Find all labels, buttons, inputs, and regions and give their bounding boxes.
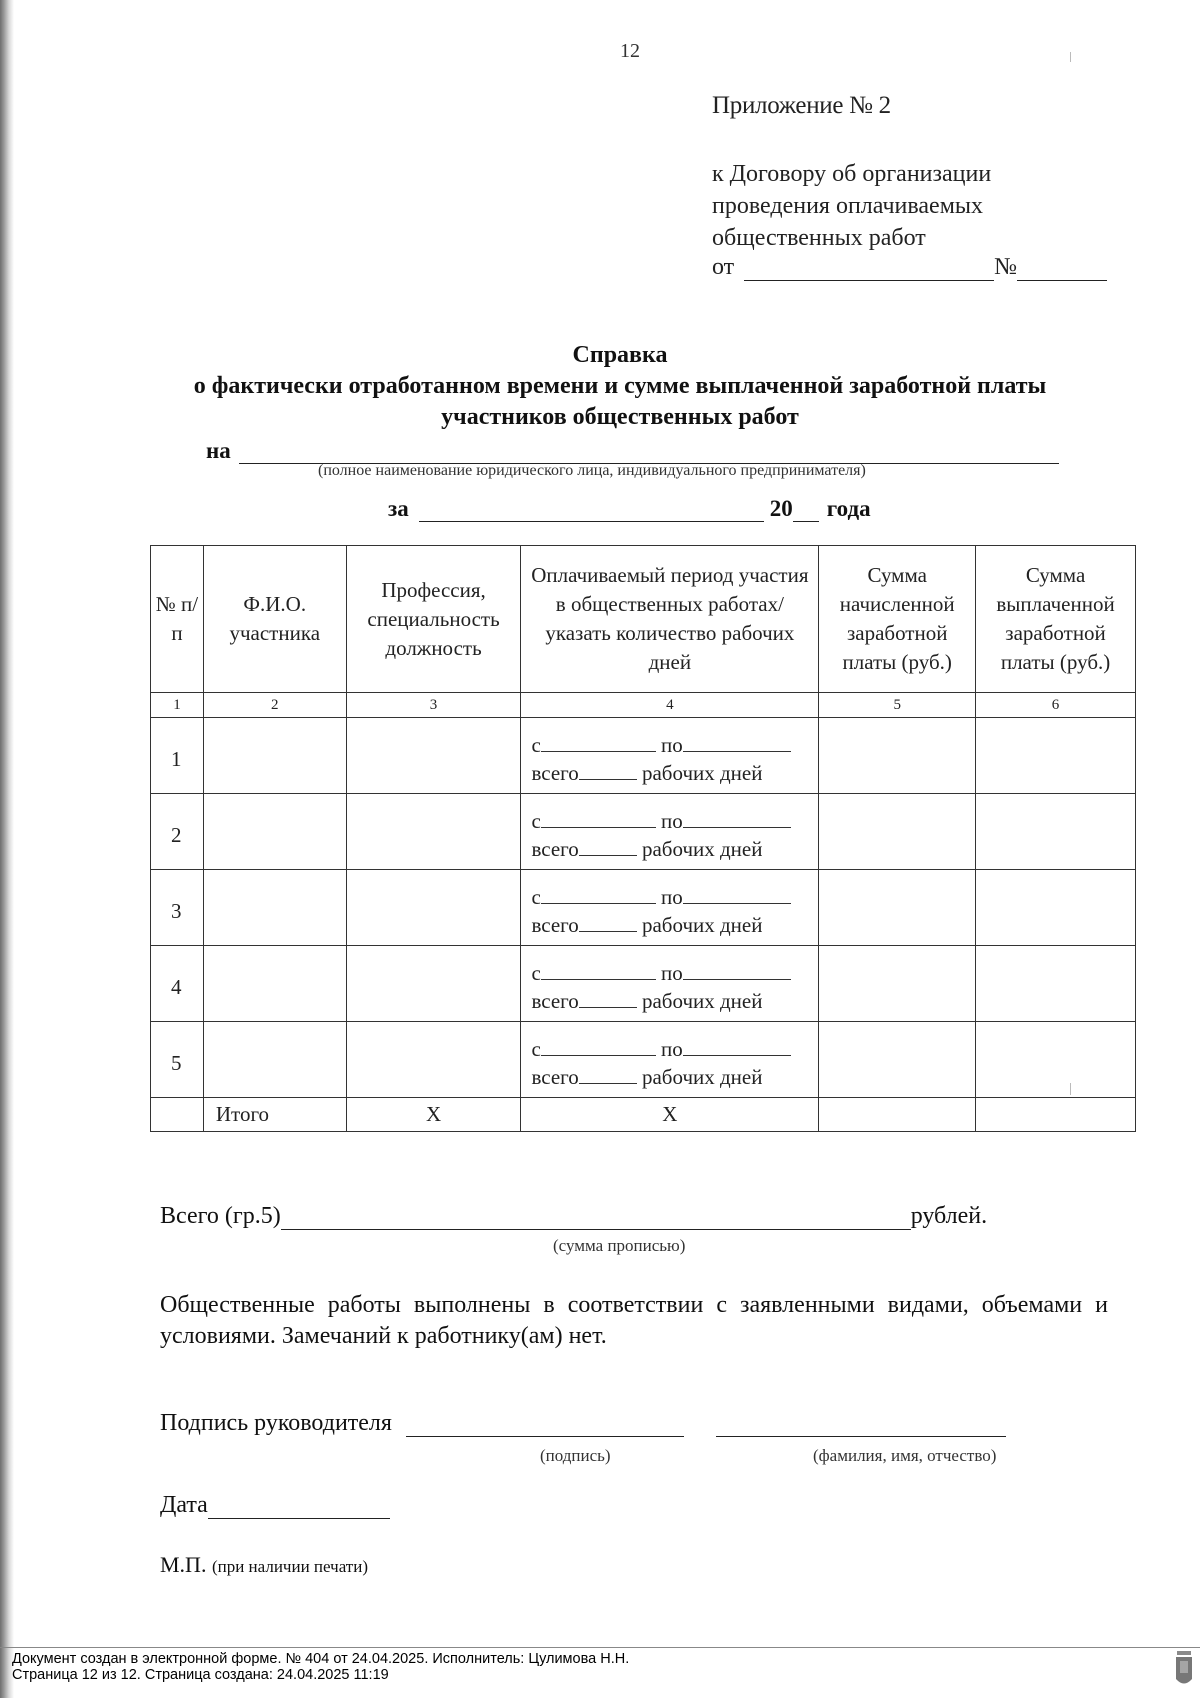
to-blank[interactable] [683,886,791,904]
row-number: 2 [151,794,204,870]
contract-number-field[interactable] [1017,259,1107,281]
col-header-number: № п/п [151,546,204,693]
accrued-cell[interactable] [819,794,976,870]
hours-wages-table [150,545,1136,1132]
organization-prefix: на [206,438,231,463]
year-suffix: года [826,496,871,521]
from-label: с [531,1037,541,1061]
appendix-title: Приложение № 2 [712,92,891,119]
accrued-cell[interactable] [819,718,976,794]
organization-caption: (полное наименование юридического лица, индивидуального предпринимателя) [318,462,866,479]
year-prefix: 20 [769,496,793,521]
name-cell[interactable] [203,718,346,794]
footer-line: Документ создан в электронной форме. № 404 от 24.04.2025. Исполнитель: Цулимова Н.Н. [12,1651,630,1667]
column-number: 4 [521,693,819,718]
full-name-caption: (фамилия, имя, отчество) [813,1446,997,1465]
accrued-cell[interactable] [819,1022,976,1098]
from-blank[interactable] [541,1038,656,1056]
number-sign: № [994,254,1018,280]
days-blank[interactable] [579,990,637,1008]
profession-cell[interactable] [346,870,521,946]
column-number-row [151,693,1136,718]
profession-cell[interactable] [346,1022,521,1098]
sum-in-words-field[interactable] [281,1208,911,1230]
title-line: участников общественных работ [441,404,799,430]
table-row [151,794,1136,870]
from-blank[interactable] [541,810,656,828]
days-label: рабочих дней [641,989,763,1013]
contract-line: к Договору об организации [712,161,992,187]
profession-cell[interactable] [346,794,521,870]
contract-reference [712,158,991,254]
header-row [151,546,1136,693]
period-line [388,496,871,522]
footer-line: Страница 12 из 12. Страница создана: 24.04.2025 11:19 [12,1667,389,1683]
to-blank[interactable] [683,810,791,828]
total-label: всего [531,913,579,937]
days-label: рабочих дней [641,913,763,937]
date-prefix: от [712,254,735,280]
to-label: по [661,809,683,833]
table-row [151,718,1136,794]
contract-date-line [712,254,1107,281]
total-label: всего [531,761,579,785]
days-blank[interactable] [579,1066,637,1084]
document-title [120,340,1120,433]
sum-caption: (сумма прописью) [553,1236,686,1255]
title-line: о фактически отработанном времени и сумме выплаченной заработной платы [193,373,1047,399]
days-label: рабочих дней [641,761,763,785]
period-cell[interactable] [521,718,819,794]
to-label: по [661,1037,683,1061]
paid-cell[interactable] [976,718,1136,794]
row-number: 5 [151,1022,204,1098]
days-label: рабочих дней [641,837,763,861]
full-name-field[interactable] [716,1415,1006,1437]
profession-cell[interactable] [346,718,521,794]
table-row [151,946,1136,1022]
contract-line: общественных работ [712,225,926,251]
document-footer [12,1651,629,1683]
from-label: с [531,885,541,909]
signature-field[interactable] [406,1415,684,1437]
sum-prefix: Всего (гр.5) [160,1203,281,1229]
stamp-note: (при наличии печати) [211,1557,368,1576]
from-label: с [531,961,541,985]
column-number: 1 [151,693,204,718]
days-blank[interactable] [579,838,637,856]
accrued-cell[interactable] [819,946,976,1022]
contract-line: проведения оплачиваемых [712,193,984,219]
total-profession-cross: Х [346,1098,521,1132]
row-number: 1 [151,718,204,794]
page-number: 12 [620,40,640,62]
period-cell[interactable] [521,794,819,870]
title-line: Справка [572,342,668,368]
col-header-name: Ф.И.О. участника [203,546,346,693]
to-label: по [661,733,683,757]
paid-cell[interactable] [976,946,1136,1022]
signature-label: Подпись руководителя [160,1410,392,1436]
days-blank[interactable] [579,762,637,780]
organization-line [206,438,1059,464]
footer-divider [0,1647,1200,1648]
period-prefix: за [388,496,409,521]
statement-paragraph: Общественные работы выполнены в соответствии с заявленными видами, объемами и условиями. Замечаний к работнику(ам) нет. [160,1292,1108,1349]
column-number: 6 [976,693,1136,718]
period-field[interactable] [419,500,764,522]
total-period-cross: Х [521,1098,819,1132]
to-label: по [661,885,683,909]
total-label: всего [531,989,579,1013]
table-row [151,1022,1136,1098]
column-number: 5 [819,693,976,718]
total-label: всего [531,837,579,861]
signature-caption: (подпись) [540,1446,611,1465]
scan-left-edge [0,0,14,1698]
table-row [151,870,1136,946]
emblem-icon [1175,1651,1193,1689]
to-blank[interactable] [683,1038,791,1056]
row-number: 3 [151,870,204,946]
name-cell[interactable] [203,946,346,1022]
year-field[interactable] [793,500,819,522]
col-header-period: Оплачиваемый период участия в общественных работах/ указать количество рабочих дней [521,546,819,693]
signature-line [160,1410,1006,1437]
days-label: рабочих дней [641,1065,763,1089]
total-accrued-cell[interactable] [819,1098,976,1132]
col-header-paid: Сумма выплаченной заработной платы (руб.) [976,546,1136,693]
period-cell[interactable] [521,870,819,946]
name-cell[interactable] [203,1022,346,1098]
contract-date-field[interactable] [744,259,994,281]
from-label: с [531,733,541,757]
profession-cell[interactable] [346,946,521,1022]
from-blank[interactable] [541,886,656,904]
name-cell[interactable] [203,870,346,946]
paid-cell[interactable] [976,870,1136,946]
paid-cell[interactable] [976,1022,1136,1098]
name-cell[interactable] [203,794,346,870]
total-row [151,1098,1136,1132]
total-paid-cell[interactable] [976,1098,1136,1132]
total-number-cell [151,1098,204,1132]
scan-mark [1070,52,1071,62]
total-label: всего [531,1065,579,1089]
from-blank[interactable] [541,962,656,980]
from-label: с [531,809,541,833]
row-number: 4 [151,946,204,1022]
organization-field[interactable] [239,442,1059,464]
date-field[interactable] [208,1497,390,1519]
accrued-cell[interactable] [819,870,976,946]
from-blank[interactable] [541,734,656,752]
stamp-place [160,1552,368,1578]
to-label: по [661,961,683,985]
date-label: Дата [160,1492,208,1518]
column-number: 3 [346,693,521,718]
date-line [160,1492,390,1519]
days-blank[interactable] [579,914,637,932]
to-blank[interactable] [683,962,791,980]
period-cell[interactable] [521,1022,819,1098]
paid-cell[interactable] [976,794,1136,870]
stamp-label: М.П. [160,1552,207,1577]
to-blank[interactable] [683,734,791,752]
period-cell[interactable] [521,946,819,1022]
total-sum-line [160,1203,987,1230]
column-number: 2 [203,693,346,718]
total-label: Итого [203,1098,346,1132]
col-header-profession: Профессия, специальность должность [346,546,521,693]
col-header-accrued: Сумма начисленной заработной платы (руб.) [819,546,976,693]
sum-suffix: рублей. [910,1203,988,1229]
